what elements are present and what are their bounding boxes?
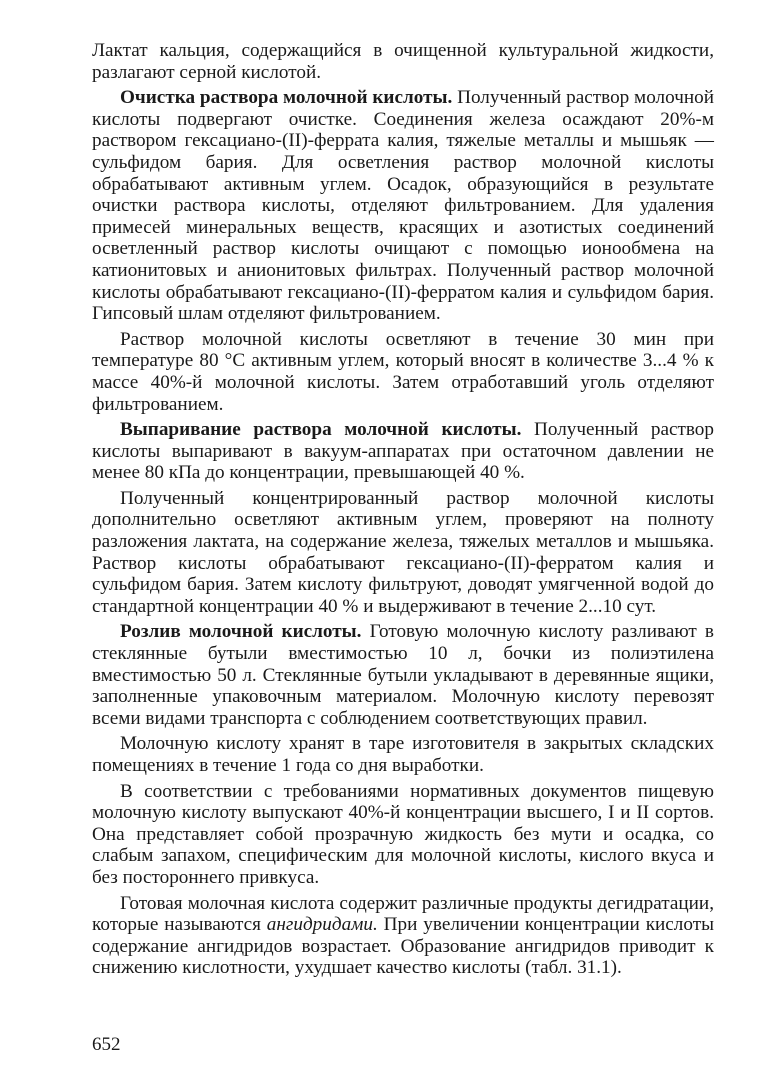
paragraph-text: Раствор молочной кислоты осветляют в течение 30 мин при температуре 80 °С активным углем, который вносят в количестве 3...4 % к массе 40%-й молочной кислоты. Затем отработавший уголь отделяют фильтрованием.: [92, 328, 714, 415]
paragraph: [92, 621, 714, 729]
emphasis-term: ангидридами.: [266, 914, 378, 936]
paragraph: [92, 329, 714, 415]
paragraph: [92, 733, 714, 776]
paragraph: [92, 781, 714, 889]
paragraph-text: Полученный раствор кислоты выпаривают в вакуум-аппаратах при остаточном давлении не менее 80 кПа до концентрации, превышающей 40 %.: [92, 419, 714, 484]
paragraph-heading: Очистка раствора молочной кислоты.: [120, 87, 453, 109]
paragraph: [92, 419, 714, 484]
paragraph-text: В соответствии с требованиями нормативных документов пищевую молочную кислоту выпускают 40%-й концентрации высшего, I и II сортов. Она представляет собой прозрачную жидкость без мути и осадка, со слабым запахом, специфическим для молочной кислоты, кислого вкуса и без постороннего привкуса.: [92, 780, 714, 888]
paragraph-text: Молочную кислоту хранят в таре изготовителя в закрытых складских помещениях в течение 1 года со дня выработки.: [92, 733, 714, 776]
paragraph: [92, 40, 714, 83]
page-number: 652: [92, 1034, 121, 1055]
paragraph: [92, 87, 714, 325]
page-body: [92, 40, 714, 979]
paragraph: [92, 488, 714, 618]
paragraph: [92, 893, 714, 979]
paragraph-text: При увеличении концентрации кислоты содержание ангидридов возрастает. Образование ангидридов приводит к снижению кислотности, ухудшает качество кислоты (табл. 31.1).: [92, 914, 714, 979]
paragraph-text: Готовую молочную кислоту разливают в стеклянные бутыли вместимостью 10 л, бочки из полиэтилена вместимостью 50 л. Стеклянные бутыли укладывают в деревянные ящики, заполненные упаковочным материалом. Молочную кислоту перевозят всеми видами транспорта с соблюдением соответствующих правил.: [92, 621, 714, 729]
paragraph-text: Лактат кальция, содержащийся в очищенной культуральной жидкости, разлагают серной кислотой.: [92, 40, 714, 83]
paragraph-heading: Розлив молочной кислоты.: [120, 621, 362, 643]
paragraph-heading: Выпаривание раствора молочной кислоты.: [120, 419, 522, 441]
paragraph-text: Полученный раствор молочной кислоты подвергают очистке. Соединения железа осаждают 20%-м раствором гексациано-(II)-феррата калия, тяжелые металлы и мышьяк — сульфидом бария. Для осветления раствор молочной кислоты обрабатывают активным углем. Осадок, образующийся в результате очистки раствора кислоты, отделяют фильтрованием. Для удаления примесей минеральных веществ, красящих и азотистых соединений осветленный раствор кислоты очищают с помощью ионообмена на катионитовых и анионитовых фильтрах. Полученный раствор молочной кислоты обрабатывают гексациано-(II)-ферратом калия и сульфидом бария. Гипсовый шлам отделяют фильтрованием.: [92, 87, 714, 325]
paragraph-text: Полученный концентрированный раствор молочной кислоты дополнительно осветляют активным углем, проверяют на полноту разложения лактата, на содержание железа, тяжелых металлов и мышьяка. Раствор кислоты обрабатывают гексациано-(II)-ферратом калия и сульфидом бария. Затем кислоту фильтруют, доводят умягченной водой до стандартной концентрации 40 % и выдерживают в течение 2...10 сут.: [92, 487, 714, 617]
paragraph-text: Готовая молочная кислота содержит различные продукты дегидратации, которые называются: [92, 892, 714, 936]
